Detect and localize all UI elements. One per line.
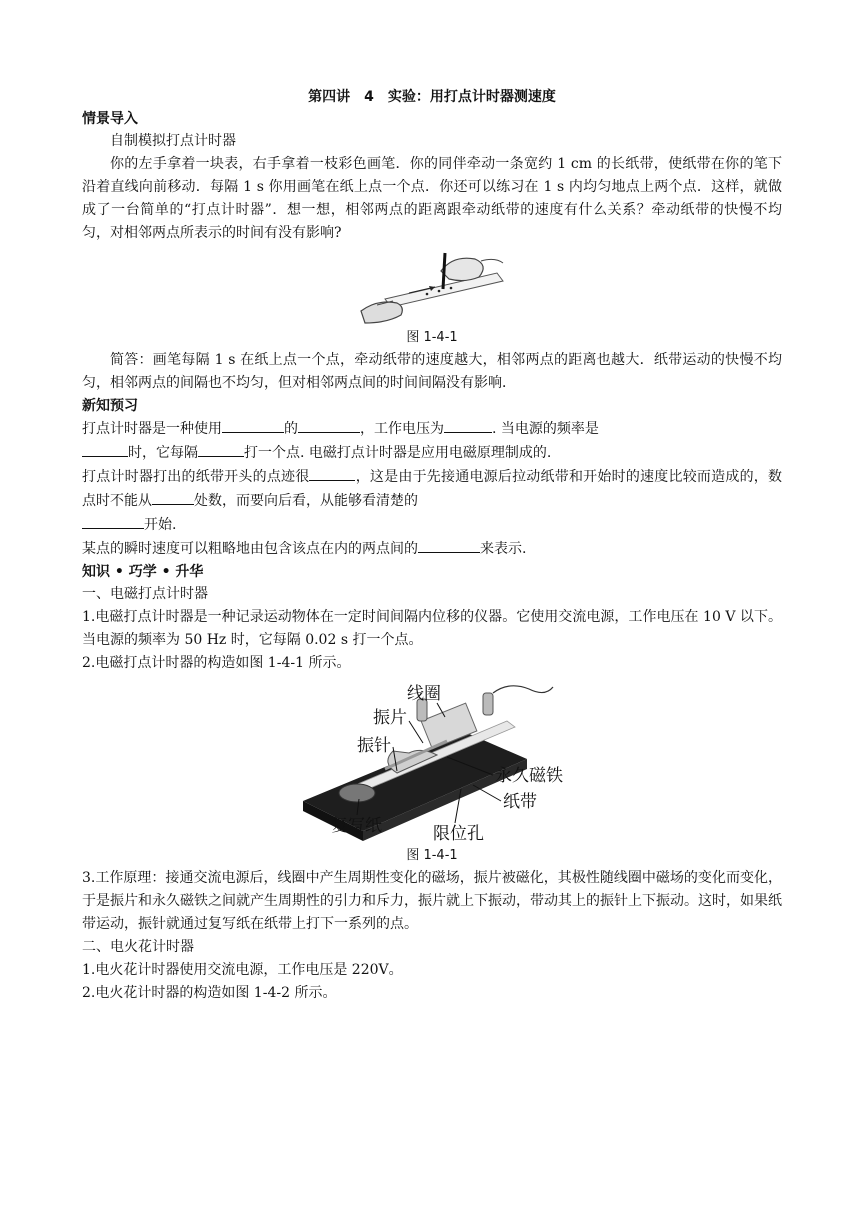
fill-blank[interactable] xyxy=(444,417,492,433)
answer-paragraph: 简答：画笔每隔 1 s 在纸上点一个点，牵动纸带的速度越大，相邻两点的距离也越大．纸带运动的快慢不均匀，相邻两点的间隔也不均匀，但对相邻两点间的时间间隔没有影响． xyxy=(82,352,782,391)
preview-line-3: 打点计时器打出的纸带开头的点迹很 ，这是由于先接通电源后拉动纸带和开始时的速度比较而造成的，数点时不能从 处数，而要向后看，从能够看清楚的 xyxy=(82,465,782,513)
preview-line-1: 打点计时器是一种使用 的 ，工作电压为 . 当电源的频率是 xyxy=(82,417,782,441)
intro-subtitle: 自制模拟打点计时器 xyxy=(110,133,236,149)
part1-title: 一、电磁打点计时器 xyxy=(82,586,208,602)
fill-blank[interactable] xyxy=(82,513,144,529)
part2-item-2: 2.电火花计时器的构造如图 1-4-2 所示。 xyxy=(82,985,337,1001)
fill-blank[interactable] xyxy=(152,489,194,505)
intro-heading: 情景导入 xyxy=(82,111,138,127)
label-limit-hole: 限位孔 xyxy=(433,824,484,844)
fill-blank[interactable] xyxy=(198,441,244,457)
document-page xyxy=(82,86,782,1005)
fill-blank[interactable] xyxy=(222,417,284,433)
knowledge-heading: 知识 • 巧学 • 升华 xyxy=(82,564,204,580)
label-carbon-paper: 复写纸 xyxy=(331,816,382,836)
page-title: 第四讲 4 实验：用打点计时器测速度 xyxy=(308,89,556,105)
label-tape: 纸带 xyxy=(503,792,537,812)
label-magnet: 永久磁铁 xyxy=(495,766,563,786)
part1-item-3: 3.工作原理：接通交流电源后，线圈中产生周期性变化的磁场，振片被磁化，其极性随线圈中磁场的变化而变化，于是振片和永久磁铁之间就产生周期性的引力和斥力，振片就上下振动，带动其上的振针上下振动。这时，如果纸带运动，振针就通过复写纸在纸带上打下一系列的点。 xyxy=(82,870,782,932)
intro-paragraph: 你的左手拿着一块表，右手拿着一枝彩色画笔．你的同伴牵动一条宽约 1 cm 的长纸带，使纸带在你的笔下沿着直线向前移动．每隔 1 s 你用画笔在纸上点一个点．你还可以练习在 1 s 内均匀地点上两个点．这样，就做成了一台简单的“打点计时器”．想一想，相邻两点的距离跟牵动纸带的速度有什么关系？牵动纸带的快慢不均匀，对相邻两点所表示的时间有没有影响? xyxy=(82,156,782,241)
preview-line-5: 某点的瞬时速度可以粗略地由包含该点在内的两点间的 来表示. xyxy=(82,537,782,561)
hand-drawing-figure xyxy=(357,249,507,327)
fill-blank[interactable] xyxy=(298,417,360,433)
fill-blank[interactable] xyxy=(82,441,128,457)
figure-2-caption: 图 1-4-1 xyxy=(406,848,458,863)
label-coil: 线圈 xyxy=(407,684,441,704)
part2-title: 二、电火花计时器 xyxy=(82,939,194,955)
fill-blank[interactable] xyxy=(418,537,480,553)
fill-blank[interactable] xyxy=(309,465,355,481)
part1-item-2: 2.电磁打点计时器的构造如图 1-4-1 所示。 xyxy=(82,655,351,671)
label-vibrator: 振片 xyxy=(373,708,407,728)
figure-1-caption: 图 1-4-1 xyxy=(406,330,458,345)
preview-line-4: 开始. xyxy=(82,513,782,537)
label-needle: 振针 xyxy=(357,736,391,756)
preview-heading: 新知预习 xyxy=(82,398,138,414)
part2-item-1: 1.电火花计时器使用交流电源，工作电压是 220V。 xyxy=(82,962,403,978)
preview-line-2: 时，它每隔 打一个点. 电磁打点计时器是应用电磁原理制成的. xyxy=(82,441,782,465)
part1-item-1: 1.电磁打点计时器是一种记录运动物体在一定时间间隔内位移的仪器。它使用交流电源，工作电压在 10 V 以下。当电源的频率为 50 Hz 时，它每隔 0.02 s 打一个点。 xyxy=(82,609,782,648)
timer-apparatus-figure xyxy=(297,681,567,845)
